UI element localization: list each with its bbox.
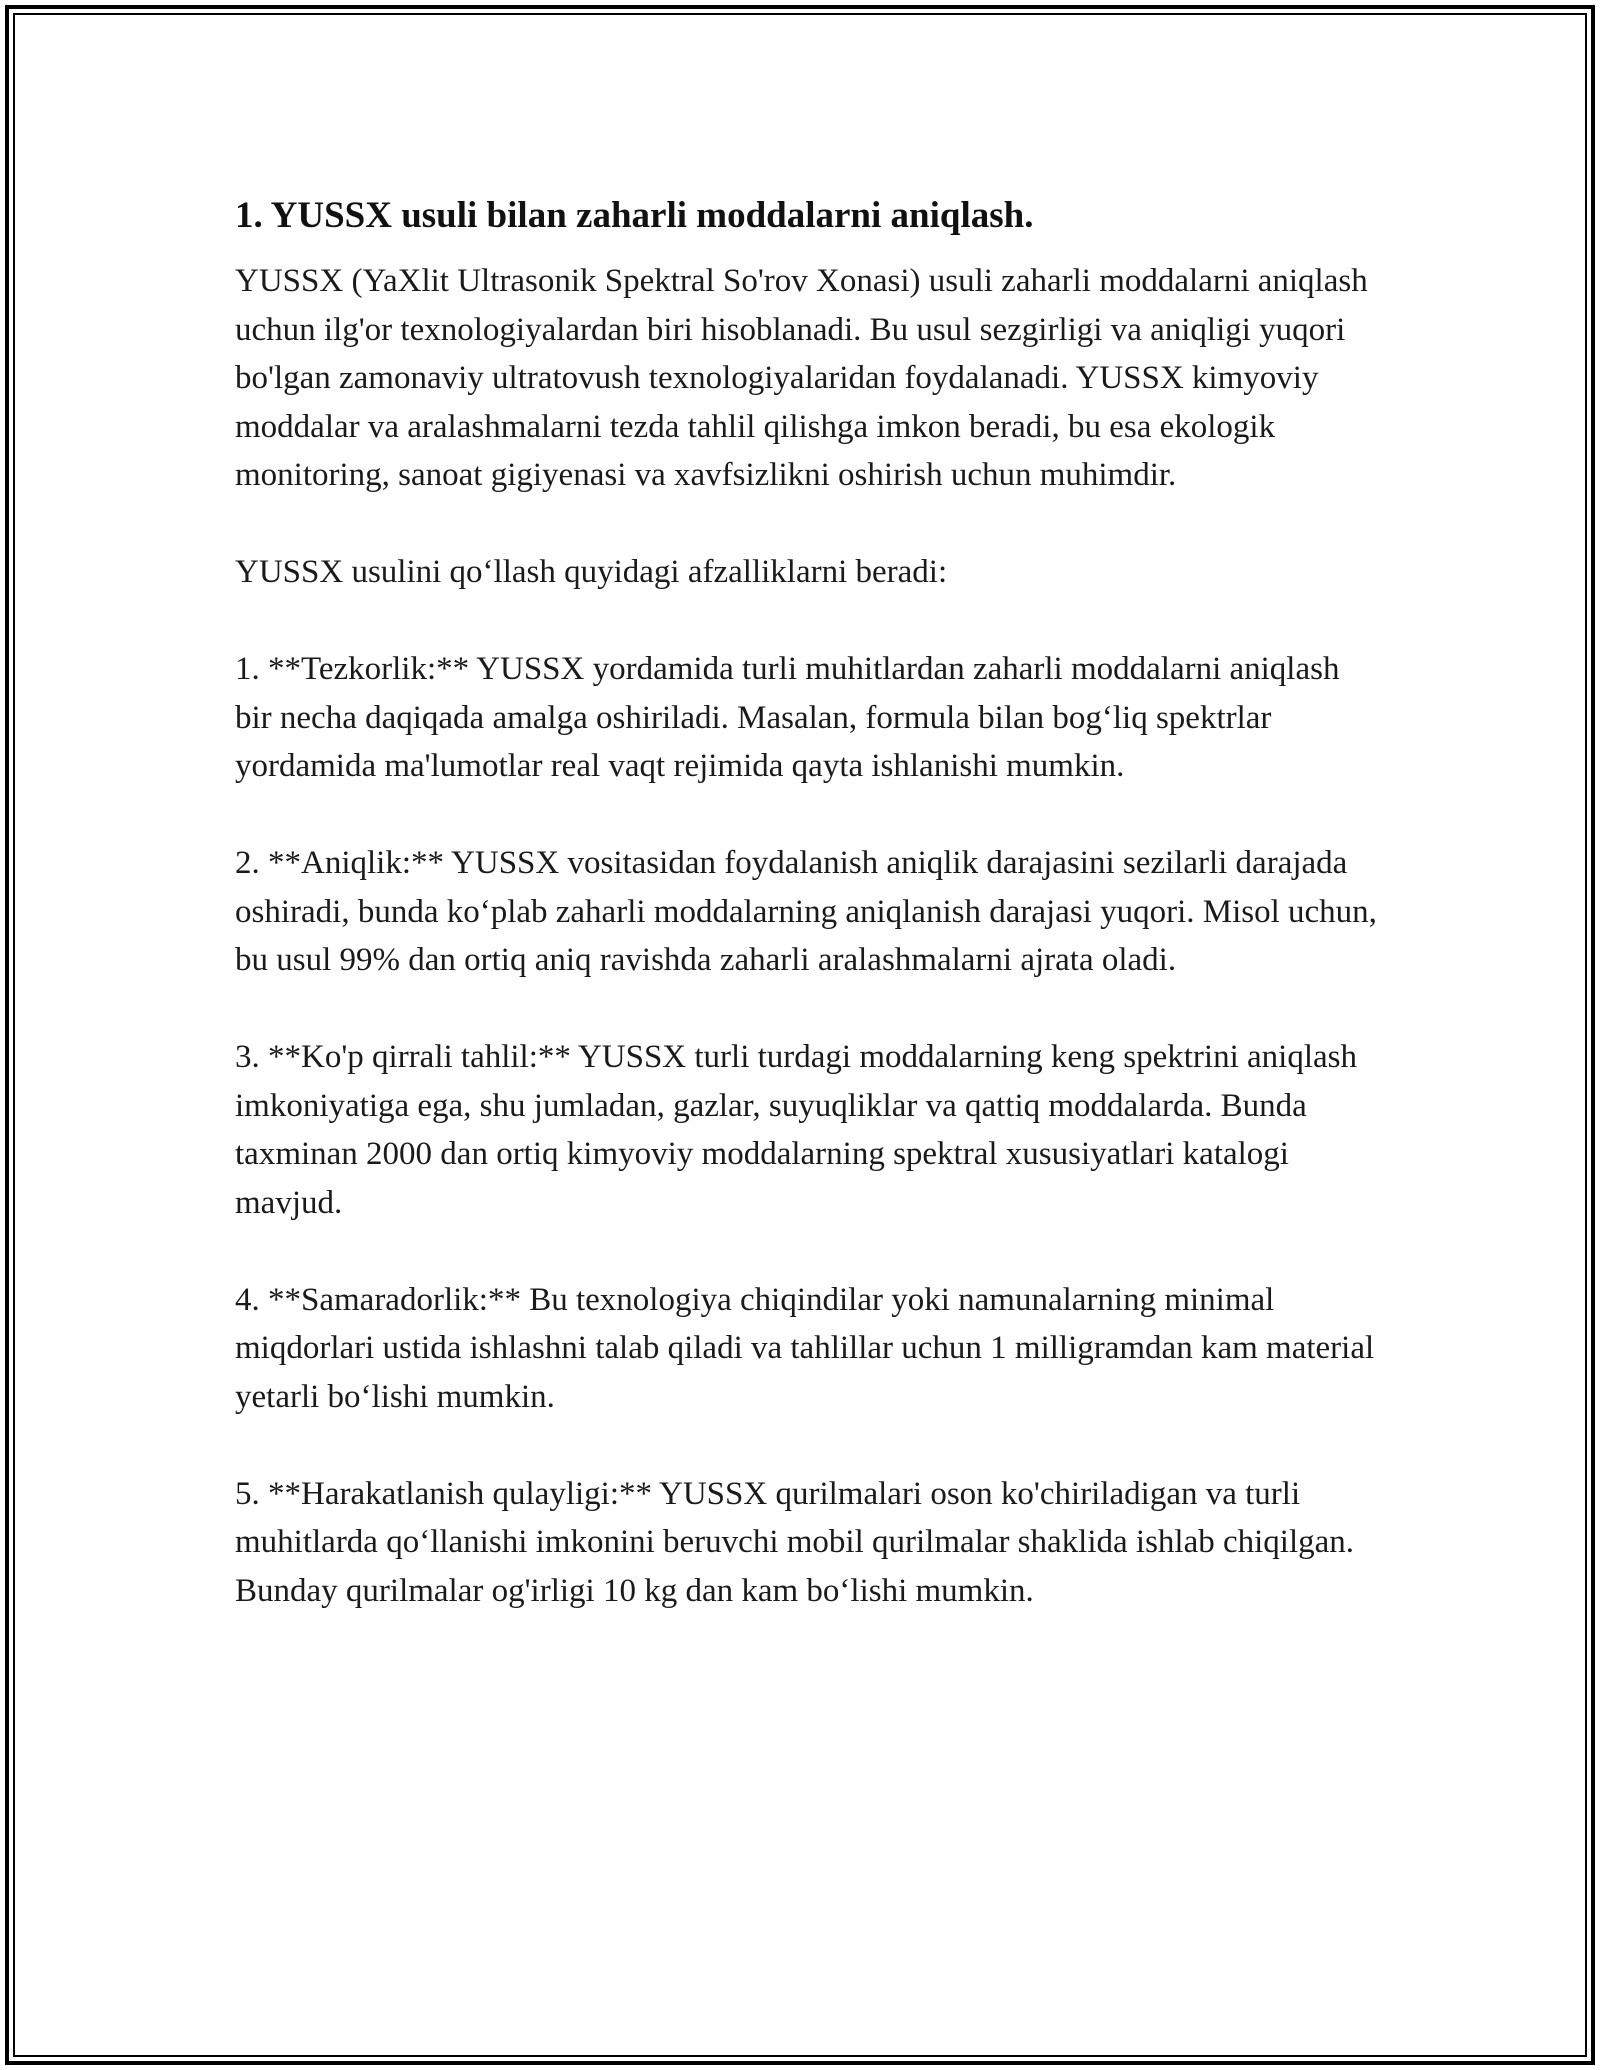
list-item: 4. **Samaradorlik:** Bu texnologiya chiqindilar yoki namunalarning minimal miqdorlari ustida ishlashni talab qiladi va tahlillar uchun 1 milligramdan kam material yetarli bo‘lishi mumkin. xyxy=(235,1281,1375,1415)
document-title: 1. YUSSX usuli bilan zaharli moddalarni aniqlash. xyxy=(235,195,1034,236)
list-item: 5. **Harakatlanish qulayligi:** YUSSX qurilmalari oson ko'chiriladigan va turli muhitlarda qo‘llanishi imkonini beruvchi mobil qurilmalar shaklida ishlab chiqilgan. Bunday qurilmalar og'irligi 10 kg dan kam bo‘lishi mumkin. xyxy=(235,1475,1355,1609)
intro-paragraph: YUSSX (YaXlit Ultrasonik Spektral So'rov Xonasi) usuli zaharli moddalarni aniqlash uchun ilg'or texnologiyalardan biri hisoblanadi. Bu usul sezgirligi va aniqligi yuqori bo'lgan zamonaviy ultratovush texnologiyalaridan foydalanadi. YUSSX kimyoviy moddalar va aralashmalarni tezda tahlil qilishga imkon beradi, bu esa ekologik monitoring, sanoat gigiyenasi va xavfsizlikni oshirish uchun muhimdir. xyxy=(235,263,1368,493)
lead-paragraph: YUSSX usulini qo‘llash quyidagi afzalliklarni beradi: xyxy=(235,554,948,590)
document-body xyxy=(235,188,1380,1615)
list-item: 3. **Ko'p qirrali tahlil:** YUSSX turli turdagi moddalarning keng spektrini aniqlash imkoniyatiga ega, shu jumladan, gazlar, suyuqliklar va qattiq moddalarda. Bunda taxminan 2000 dan ortiq kimyoviy moddalarning spektral xususiyatlari katalogi mavjud. xyxy=(235,1039,1357,1221)
list-item: 1. **Tezkorlik:** YUSSX yordamida turli muhitlardan zaharli moddalarni aniqlash bir necha daqiqada amalga oshiriladi. Masalan, formula bilan bog‘liq spektrlar yordamida ma'lumotlar real vaqt rejimida qayta ishlanishi mumkin. xyxy=(235,651,1340,784)
list-item: 2. **Aniqlik:** YUSSX vositasidan foydalanish aniqlik darajasini sezilarli darajada oshiradi, bunda ko‘plab zaharli moddalarning aniqlanish darajasi yuqori. Misol uchun, bu usul 99% dan ortiq aniq ravishda zaharli aralashmalarni ajrata oladi. xyxy=(235,845,1377,978)
